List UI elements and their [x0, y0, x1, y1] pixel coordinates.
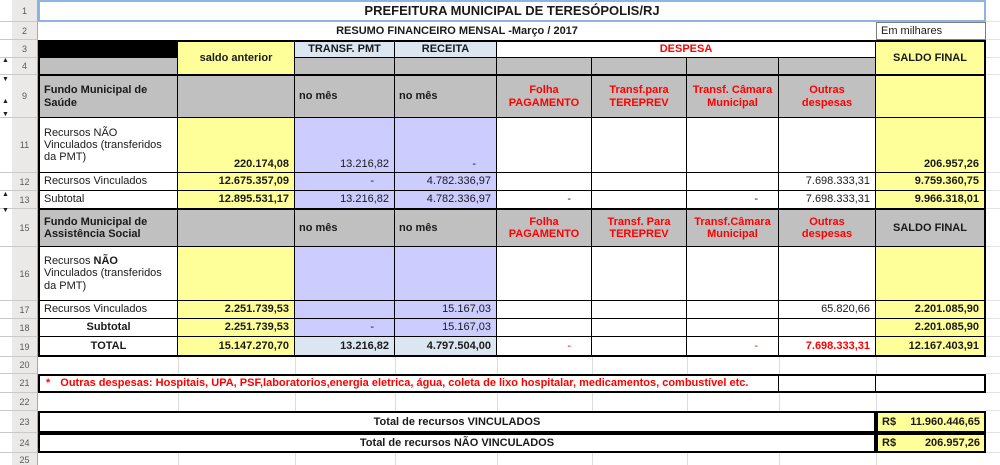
summary-nao-vinculados-value[interactable]: R$ 206.957,26 [876, 433, 986, 453]
saude-subtotal-outras[interactable]: 7.698.333,31 [779, 191, 876, 209]
assistencia-subtotal-transf-pmt[interactable]: - [295, 319, 395, 337]
assistencia-nao-vinculados-label[interactable]: Recursos NÃO Vinculados (transferidos da PMT) [38, 247, 178, 301]
total-saldo-anterior[interactable]: 15.147.270,70 [178, 337, 295, 357]
saude-subtotal-label[interactable]: Subtotal [38, 191, 178, 209]
empty-cell[interactable] [395, 58, 497, 75]
row-number[interactable]: 2 [0, 22, 38, 40]
empty-cell[interactable] [592, 58, 687, 75]
header-transf-pmt[interactable]: TRANSF. PMT [295, 40, 395, 58]
section-assistencia-title[interactable]: Fundo Municipal de Assistência Social [38, 209, 178, 247]
empty-cell[interactable] [497, 319, 592, 337]
empty-cell[interactable] [395, 247, 497, 301]
hidden-rows-marker-up-icon: ▲ [2, 57, 9, 64]
total-label[interactable]: TOTAL [38, 337, 178, 357]
empty-cell[interactable] [779, 319, 876, 337]
empty-cell[interactable] [497, 58, 592, 75]
assistencia-header-outras[interactable]: Outras despesas [779, 209, 876, 247]
assistencia-no-mes-pmt[interactable]: no mês [295, 209, 395, 247]
empty-cell[interactable] [876, 374, 986, 393]
row-number[interactable]: 20 [0, 357, 38, 374]
empty-cell[interactable] [687, 319, 779, 337]
row-number[interactable]: 15 [0, 209, 38, 247]
empty-cell[interactable] [876, 247, 986, 301]
empty-cell[interactable] [986, 118, 1000, 173]
row-number[interactable]: 17 [0, 301, 38, 319]
empty-cell[interactable] [986, 75, 1000, 118]
hidden-rows-marker-down-icon: ▼ [2, 207, 9, 214]
empty-cell[interactable] [779, 118, 876, 173]
total-outras[interactable]: 7.698.333,31 [779, 337, 876, 357]
header-saldo-anterior[interactable]: saldo anterior [178, 40, 295, 75]
row-number[interactable]: 24 [0, 433, 38, 453]
empty-cell[interactable] [986, 0, 1000, 22]
assistencia-subtotal-label[interactable]: Subtotal [38, 319, 178, 337]
assistencia-subtotal-saldo-final[interactable]: 2.201.085,90 [876, 319, 986, 337]
assistencia-header-tereprev[interactable]: Transf. Para TEREPREV [592, 209, 687, 247]
row-number[interactable]: 13 [0, 191, 38, 209]
empty-cell[interactable] [986, 173, 1000, 191]
empty-cell[interactable] [986, 58, 1000, 75]
saude-subtotal-saldo-final[interactable]: 9.966.318,01 [876, 191, 986, 209]
summary-vinculados-label[interactable]: Total de recursos VINCULADOS [38, 411, 876, 433]
row-number[interactable]: 19 [0, 337, 38, 357]
saude-header-camara[interactable]: Transf. Câmara Municipal [687, 75, 779, 118]
saude-subtotal-saldo-anterior[interactable]: 12.895.531,17 [178, 191, 295, 209]
row-header-column [0, 0, 38, 465]
saude-header-tereprev[interactable]: Transf.para TEREPREV [592, 75, 687, 118]
empty-cell[interactable] [687, 173, 779, 191]
empty-cell[interactable] [986, 22, 1000, 40]
empty-row[interactable] [38, 357, 986, 374]
saude-vinculados-receita[interactable]: 4.782.336,97 [395, 173, 497, 191]
row-number[interactable]: 25 [0, 453, 38, 465]
footnote-cell[interactable]: * Outras despesas: Hospitais, UPA, PSF,laboratorios,energia eletrica, água, coleta de lixo hospitalar, medicamentos, combustível etc. [38, 374, 779, 393]
empty-cell[interactable] [986, 337, 1000, 357]
assistencia-vinculados-label[interactable]: Recursos Vinculados [38, 301, 178, 319]
empty-cell[interactable] [295, 247, 395, 301]
empty-cell[interactable] [986, 209, 1000, 247]
summary-vinculados-value[interactable]: R$ 11.960.446,65 [876, 411, 986, 433]
empty-cell[interactable] [986, 40, 1000, 58]
saude-subtotal-receita[interactable]: 4.782.336,97 [395, 191, 497, 209]
hidden-rows-marker-up-icon: ▲ [2, 98, 9, 105]
empty-cell[interactable] [687, 118, 779, 173]
header-despesa[interactable]: DESPESA [497, 40, 876, 58]
sheet-title-cell[interactable]: PREFEITURA MUNICIPAL DE TERESÓPOLIS/RJ [38, 0, 986, 22]
corner-black-cell[interactable] [38, 40, 178, 58]
row-number[interactable]: 22 [0, 393, 38, 411]
empty-row[interactable] [38, 393, 986, 411]
empty-cell[interactable] [779, 58, 876, 75]
saude-nao-vinculados-transf-pmt[interactable]: 13.216,82 [295, 118, 395, 173]
assistencia-vinculados-saldo-final[interactable]: 2.201.085,90 [876, 301, 986, 319]
empty-cell[interactable] [592, 247, 687, 301]
saude-nao-vinculados-saldo-anterior[interactable]: 220.174,08 [178, 118, 295, 173]
assistencia-header-saldo-final[interactable]: SALDO FINAL [876, 209, 986, 247]
saude-header-outras[interactable]: Outras despesas [779, 75, 876, 118]
empty-cell[interactable] [986, 433, 1000, 453]
saude-nao-vinculados-receita[interactable]: - [395, 118, 497, 173]
assistencia-no-mes-receita[interactable]: no mês [395, 209, 497, 247]
summary-nao-vinculados-label[interactable]: Total de recursos NÃO VINCULADOS [38, 433, 876, 453]
total-receita[interactable]: 4.797.504,00 [395, 337, 497, 357]
empty-cell[interactable] [779, 374, 876, 393]
header-receita[interactable]: RECEITA [395, 40, 497, 58]
saude-nao-vinculados-label[interactable]: Recursos NÃO Vinculados (transferidos da PMT) [38, 118, 178, 173]
empty-cell[interactable] [986, 453, 1000, 465]
empty-cell[interactable] [592, 337, 687, 357]
empty-cell[interactable] [592, 319, 687, 337]
empty-cell[interactable] [986, 319, 1000, 337]
assistencia-vinculados-receita[interactable]: 15.167,03 [395, 301, 497, 319]
total-saldo-final[interactable]: 12.167.403,91 [876, 337, 986, 357]
empty-cell[interactable] [687, 301, 779, 319]
empty-cell[interactable] [295, 301, 395, 319]
empty-cell[interactable] [986, 247, 1000, 301]
empty-cell[interactable] [592, 173, 687, 191]
assistencia-subtotal-saldo-anterior[interactable]: 2.251.739,53 [178, 319, 295, 337]
empty-cell[interactable] [986, 301, 1000, 319]
assistencia-subtotal-receita[interactable]: 15.167,03 [395, 319, 497, 337]
assistencia-header-folha[interactable]: Folha PAGAMENTO [497, 209, 592, 247]
empty-cell[interactable] [497, 247, 592, 301]
empty-cell[interactable] [592, 118, 687, 173]
empty-cell[interactable] [178, 75, 295, 118]
row-number[interactable]: 9 [0, 75, 38, 118]
header-saldo-final[interactable]: SALDO FINAL [876, 40, 986, 75]
unit-note-cell[interactable]: Em milhares [876, 22, 986, 40]
row-number[interactable]: 18 [0, 319, 38, 337]
total-camara[interactable]: - [687, 337, 779, 357]
empty-cell[interactable] [497, 118, 592, 173]
row-number[interactable]: 4 [0, 58, 38, 75]
row-number[interactable]: 12 [0, 173, 38, 191]
empty-row[interactable] [38, 453, 986, 465]
row-number[interactable]: 11 [0, 118, 38, 173]
sheet-subtitle-cell[interactable]: RESUMO FINANCEIRO MENSAL -Março / 2017 [38, 22, 876, 40]
assistencia-header-camara[interactable]: Transf.Câmara Municipal [687, 209, 779, 247]
saude-no-mes-pmt[interactable]: no mês [295, 75, 395, 118]
empty-cell[interactable] [986, 393, 1000, 411]
saude-vinculados-label[interactable]: Recursos Vinculados [38, 173, 178, 191]
section-saude-title[interactable]: Fundo Municipal de Saúde [38, 75, 178, 118]
saude-subtotal-folha[interactable]: - [497, 191, 592, 209]
empty-cell[interactable] [592, 301, 687, 319]
saude-subtotal-transf-pmt[interactable]: 13.216,82 [295, 191, 395, 209]
hidden-rows-marker-down-icon: ▼ [2, 111, 9, 118]
empty-cell[interactable] [592, 191, 687, 209]
empty-cell[interactable] [986, 411, 1000, 433]
saude-vinculados-transf-pmt[interactable]: - [295, 173, 395, 191]
row-number[interactable]: 16 [0, 247, 38, 301]
empty-cell[interactable] [38, 58, 178, 75]
empty-cell[interactable] [178, 247, 295, 301]
row-number[interactable]: 3 [0, 40, 38, 58]
saude-nao-vinculados-saldo-final[interactable]: 206.957,26 [876, 118, 986, 173]
total-transf-pmt[interactable]: 13.216,82 [295, 337, 395, 357]
empty-cell[interactable] [295, 58, 395, 75]
hidden-rows-marker-down-icon: ▼ [2, 76, 9, 83]
saude-subtotal-camara[interactable]: - [687, 191, 779, 209]
empty-cell[interactable] [497, 173, 592, 191]
row-number[interactable]: 21 [0, 374, 38, 393]
row-number[interactable]: 23 [0, 411, 38, 433]
empty-cell[interactable] [779, 247, 876, 301]
hidden-rows-marker-up-icon: ▲ [2, 191, 9, 198]
assistencia-vinculados-outras[interactable]: 65.820,66 [779, 301, 876, 319]
assistencia-vinculados-saldo-anterior[interactable]: 2.251.739,53 [178, 301, 295, 319]
empty-cell[interactable] [986, 191, 1000, 209]
empty-cell[interactable] [687, 58, 779, 75]
saude-vinculados-outras[interactable]: 7.698.333,31 [779, 173, 876, 191]
row-number[interactable]: 1 [0, 0, 38, 22]
empty-cell[interactable] [986, 357, 1000, 374]
empty-cell[interactable] [687, 247, 779, 301]
total-folha[interactable]: - [497, 337, 592, 357]
saude-vinculados-saldo-anterior[interactable]: 12.675.357,09 [178, 173, 295, 191]
sheet-grid [38, 0, 1000, 465]
saude-vinculados-saldo-final[interactable]: 9.759.360,75 [876, 173, 986, 191]
empty-cell[interactable] [497, 301, 592, 319]
saude-no-mes-receita[interactable]: no mês [395, 75, 497, 118]
empty-cell[interactable] [986, 374, 1000, 393]
saude-header-folha[interactable]: Folha PAGAMENTO [497, 75, 592, 118]
empty-cell[interactable] [876, 75, 986, 118]
empty-cell[interactable] [178, 209, 295, 247]
